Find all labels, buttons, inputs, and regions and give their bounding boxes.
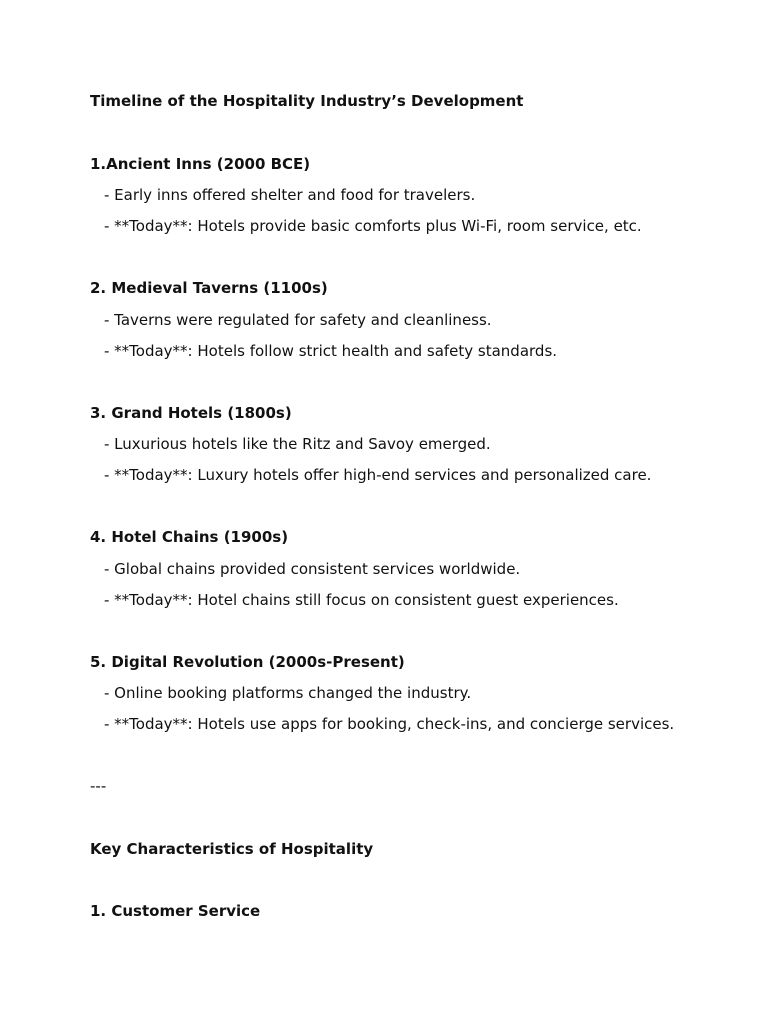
section-point: - Taverns were regulated for safety and cleanliness. [104, 311, 492, 329]
section-point: - **Today**: Hotels follow strict health and safety standards. [104, 342, 558, 360]
section-point: - Luxurious hotels like the Ritz and Savoy emerged. [104, 435, 491, 453]
characteristics-heading-customer-service: 1. Customer Service [90, 902, 261, 920]
section-point: - Early inns offered shelter and food for travelers. [104, 186, 476, 204]
section-heading-ancient-inns: 1.Ancient Inns (2000 BCE) [90, 155, 311, 173]
separator-line: --- [90, 777, 107, 795]
characteristics-title: Key Characteristics of Hospitality [90, 840, 374, 858]
section-point: - Global chains provided consistent services worldwide. [104, 560, 521, 578]
section-heading-medieval-taverns: 2. Medieval Taverns (1100s) [90, 279, 328, 297]
section-point: - **Today**: Hotels provide basic comforts plus Wi-Fi, room service, etc. [104, 217, 642, 235]
section-point: - Online booking platforms changed the industry. [104, 684, 472, 702]
timeline-title: Timeline of the Hospitality Industry’s Development [90, 92, 524, 110]
section-point: - **Today**: Hotels use apps for booking, check-ins, and concierge services. [104, 715, 675, 733]
section-heading-digital-revolution: 5. Digital Revolution (2000s-Present) [90, 653, 405, 671]
section-heading-grand-hotels: 3. Grand Hotels (1800s) [90, 404, 292, 422]
section-heading-hotel-chains: 4. Hotel Chains (1900s) [90, 528, 289, 546]
section-point: - **Today**: Hotel chains still focus on consistent guest experiences. [104, 591, 619, 609]
section-point: - **Today**: Luxury hotels offer high-end services and personalized care. [104, 466, 652, 484]
